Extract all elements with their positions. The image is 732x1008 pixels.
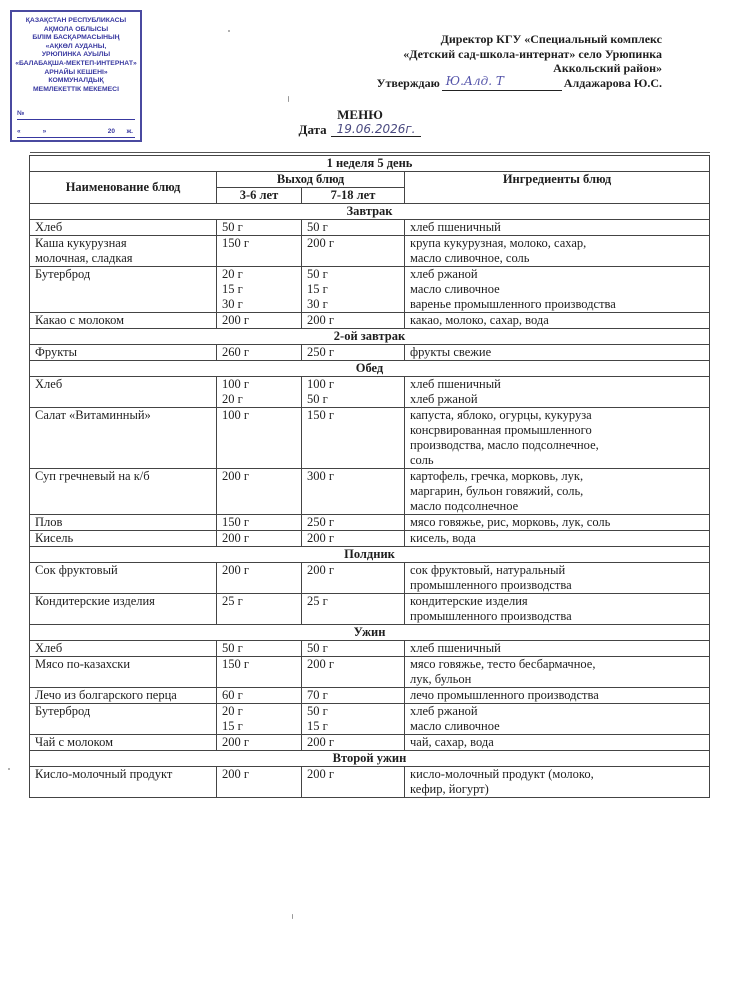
- yield-7-18: [302, 688, 405, 704]
- dish-name-line: Салат «Витаминный»: [35, 408, 151, 422]
- ingredients: [405, 236, 710, 267]
- scan-speck: [228, 30, 230, 32]
- dish-name: [30, 657, 217, 688]
- yield-3-6: [217, 688, 302, 704]
- yield-3-6-line: 100 г: [222, 408, 250, 422]
- stamp-text: [12, 17, 140, 94]
- ingredients-line: кисель, вода: [410, 531, 476, 545]
- yield-3-6-line: 15 г: [222, 282, 243, 296]
- ingredients-line: мясо говяжье, рис, морковь, лук, соль: [410, 515, 611, 529]
- yield-3-6-line: 25 г: [222, 594, 243, 608]
- approval-line-1: Директор КГУ «Специальный комплекс: [440, 32, 662, 46]
- column-header-row: [30, 172, 710, 188]
- page-title: МЕНЮ: [337, 107, 383, 122]
- section-row: [30, 329, 710, 345]
- separator-line: [30, 152, 710, 153]
- approval-signature-row: [376, 73, 662, 91]
- yield-7-18: [302, 735, 405, 751]
- yield-3-6-line: 20 г: [222, 267, 243, 281]
- menu-body: [30, 204, 710, 798]
- yield-7-18-line: 100 г: [307, 377, 335, 391]
- date-row: [270, 122, 450, 137]
- dish-name: [30, 641, 217, 657]
- table-row: [30, 220, 710, 236]
- yield-3-6: [217, 469, 302, 515]
- yield-7-18: [302, 377, 405, 408]
- table-row: [30, 469, 710, 515]
- stamp-line: УРЮПИНКА АУЫЛЫ: [41, 51, 111, 59]
- dish-name: [30, 313, 217, 329]
- yield-7-18-line: 25 г: [307, 594, 328, 608]
- ingredients-line: масло сливочное, соль: [410, 251, 530, 265]
- dish-name-line: Кисло-молочный продукт: [35, 767, 173, 781]
- table-row: [30, 236, 710, 267]
- yield-7-18-line: 150 г: [307, 408, 335, 422]
- ingredients: [405, 267, 710, 313]
- yield-3-6-line: 60 г: [222, 688, 243, 702]
- ingredients-line: хлеб ржаной: [410, 392, 478, 406]
- table-row: [30, 563, 710, 594]
- ingredients-line: масло сливочное: [410, 282, 500, 296]
- section-row: [30, 361, 710, 377]
- dish-name: [30, 236, 217, 267]
- meal-section-header: 2-ой завтрак: [30, 329, 710, 345]
- approval-line-2: «Детский сад-школа-интернат» село Урюпинка: [403, 46, 662, 61]
- stamp-line: КОММУНАЛДЫҚ: [48, 77, 104, 85]
- stamp-line: ҚАЗАҚСТАН РЕСПУБЛИКАСЫ: [25, 17, 127, 24]
- table-row: [30, 641, 710, 657]
- ingredients-line: хлеб ржаной: [410, 704, 478, 718]
- ingredients-line: капуста, яблоко, огурцы, кукуруза: [410, 408, 592, 422]
- section-row: [30, 547, 710, 563]
- yield-3-6-line: 20 г: [222, 392, 243, 406]
- yield-3-6: [217, 657, 302, 688]
- ingredients-line: кефир, йогурт): [410, 782, 489, 796]
- ingredients-line: лечо промышленного производства: [410, 688, 599, 702]
- section-row: [30, 625, 710, 641]
- stamp-line: БІЛІМ БАСҚАРМАСЫНЫҢ: [32, 34, 120, 42]
- ingredients-line: сок фруктовый, натуральный: [410, 563, 566, 577]
- ingredients: [405, 408, 710, 469]
- stamp-line: МЕМЛЕКЕТТІК МЕКЕМЕСІ: [33, 85, 119, 93]
- yield-7-18-line: 200 г: [307, 563, 335, 577]
- ingredients-line: чай, сахар, вода: [410, 735, 494, 749]
- yield-3-6-line: 20 г: [222, 704, 243, 718]
- dish-name-line: Кондитерские изделия: [35, 594, 155, 608]
- scan-speck: [292, 914, 293, 919]
- yield-7-18: [302, 345, 405, 361]
- table-row: [30, 377, 710, 408]
- section-row: [30, 751, 710, 767]
- ingredients: [405, 563, 710, 594]
- dish-name: [30, 563, 217, 594]
- yield-3-6-line: 150 г: [222, 657, 250, 671]
- yield-7-18-line: 15 г: [307, 719, 328, 733]
- ingredients-line: мясо говяжье, тесто бесбармачное,: [410, 657, 596, 671]
- signature-line: [442, 73, 562, 91]
- yield-3-6: [217, 408, 302, 469]
- stamp-year-prefix: 20: [107, 128, 115, 135]
- yield-3-6-line: 50 г: [222, 641, 243, 655]
- yield-3-6: [217, 236, 302, 267]
- yield-7-18: [302, 313, 405, 329]
- yield-7-18: [302, 515, 405, 531]
- dish-name: [30, 735, 217, 751]
- ingredients: [405, 345, 710, 361]
- yield-3-6: [217, 515, 302, 531]
- yield-3-6-line: 200 г: [222, 313, 250, 327]
- yield-3-6: [217, 531, 302, 547]
- meal-section-header: Второй ужин: [30, 751, 710, 767]
- yield-3-6-line: 200 г: [222, 735, 250, 749]
- ingredients-line: хлеб пшеничный: [410, 641, 501, 655]
- table-row: [30, 531, 710, 547]
- ingredients-line: соль: [410, 453, 434, 467]
- dish-name: [30, 220, 217, 236]
- ingredients: [405, 377, 710, 408]
- col-ingredients-header: Ингредиенты блюд: [405, 172, 710, 204]
- yield-7-18: [302, 563, 405, 594]
- ingredients: [405, 531, 710, 547]
- ingredients: [405, 767, 710, 798]
- ingredients-line: промышленного производства: [410, 609, 572, 623]
- table-row: [30, 345, 710, 361]
- table-row: [30, 657, 710, 688]
- dish-name-line: Бутерброд: [35, 267, 91, 281]
- ingredients-line: масло сливочное: [410, 719, 500, 733]
- table-row: [30, 594, 710, 625]
- dish-name: [30, 515, 217, 531]
- scan-speck: [288, 96, 289, 102]
- ingredients-line: производства, масло подсолнечное,: [410, 438, 599, 452]
- yield-7-18-line: 200 г: [307, 657, 335, 671]
- yield-3-6: [217, 735, 302, 751]
- stamp-date-open-quote: «: [17, 128, 21, 135]
- dish-name-line: Хлеб: [35, 641, 63, 655]
- yield-7-18-line: 50 г: [307, 220, 328, 234]
- yield-3-6: [217, 345, 302, 361]
- yield-7-18-line: 300 г: [307, 469, 335, 483]
- yield-3-6-line: 200 г: [222, 531, 250, 545]
- yield-3-6-line: 200 г: [222, 469, 250, 483]
- meal-section-header: Обед: [30, 361, 710, 377]
- ingredients-line: консрвированная промышленного: [410, 423, 592, 437]
- dish-name: [30, 594, 217, 625]
- date-value: 19.06.2026г.: [331, 122, 422, 137]
- dish-name-line: Хлеб: [35, 220, 63, 234]
- yield-7-18-line: 70 г: [307, 688, 328, 702]
- yield-3-6: [217, 377, 302, 408]
- yield-3-6-line: 200 г: [222, 767, 250, 781]
- table-row: [30, 767, 710, 798]
- yield-3-6: [217, 594, 302, 625]
- dish-name: [30, 704, 217, 735]
- stamp-line: «АҚКӨЛ АУДАНЫ,: [45, 42, 107, 50]
- week-day-header: 1 неделя 5 день: [30, 156, 710, 172]
- yield-7-18: [302, 641, 405, 657]
- ingredients-line: хлеб пшеничный: [410, 220, 501, 234]
- yield-3-6: [217, 220, 302, 236]
- yield-7-18-line: 50 г: [307, 392, 328, 406]
- dish-name-line: молочная, сладкая: [35, 251, 133, 265]
- ingredients-line: лук, бульон: [410, 672, 472, 686]
- ingredients-line: крупа кукурузная, молоко, сахар,: [410, 236, 587, 250]
- yield-7-18-line: 200 г: [307, 735, 335, 749]
- week-day-row: [30, 156, 710, 172]
- table-row: [30, 515, 710, 531]
- ingredients: [405, 641, 710, 657]
- stamp-year-suffix: ж.: [126, 128, 133, 135]
- yield-7-18-line: 200 г: [307, 236, 335, 250]
- dish-name: [30, 688, 217, 704]
- stamp-number-label: №: [17, 110, 25, 117]
- ingredients: [405, 735, 710, 751]
- dish-name-line: Какао с молоком: [35, 313, 125, 327]
- ingredients: [405, 515, 710, 531]
- col-dish-header: Наименование блюд: [30, 172, 217, 204]
- stamp-number-field: [17, 110, 135, 120]
- ingredients-line: хлеб ржаной: [410, 267, 478, 281]
- ingredients: [405, 688, 710, 704]
- ingredients-line: промышленного производства: [410, 578, 572, 592]
- signer-name: Алдажарова Ю.С.: [563, 76, 662, 90]
- ingredients: [405, 220, 710, 236]
- dish-name: [30, 267, 217, 313]
- yield-7-18-line: 200 г: [307, 313, 335, 327]
- dish-name: [30, 377, 217, 408]
- yield-7-18: [302, 236, 405, 267]
- yield-3-6-line: 50 г: [222, 220, 243, 234]
- col-age-7-18-header: 7-18 лет: [302, 188, 405, 204]
- ingredients: [405, 469, 710, 515]
- yield-3-6: [217, 563, 302, 594]
- dish-name-line: Кисель: [35, 531, 74, 545]
- dish-name: [30, 531, 217, 547]
- dish-name-line: Лечо из болгарского перца: [35, 688, 177, 702]
- dish-name-line: Чай с молоком: [35, 735, 114, 749]
- yield-7-18-line: 200 г: [307, 531, 335, 545]
- dish-name-line: Хлеб: [35, 377, 63, 391]
- table-row: [30, 704, 710, 735]
- document-title-block: [270, 108, 450, 137]
- yield-3-6-line: 100 г: [222, 377, 250, 391]
- ingredients: [405, 657, 710, 688]
- yield-7-18-line: 250 г: [307, 515, 335, 529]
- yield-7-18-line: 250 г: [307, 345, 335, 359]
- menu-table: [29, 155, 710, 798]
- dish-name-line: Суп гречневый на к/б: [35, 469, 150, 483]
- dish-name-line: Каша кукурузная: [35, 236, 127, 250]
- ingredients-line: маргарин, бульон говяжий, соль,: [410, 484, 584, 498]
- yield-7-18-line: 50 г: [307, 267, 328, 281]
- ingredients-line: масло подсолнечное: [410, 499, 519, 513]
- dish-name: [30, 408, 217, 469]
- meal-section-header: Завтрак: [30, 204, 710, 220]
- yield-3-6: [217, 704, 302, 735]
- dish-name: [30, 469, 217, 515]
- dish-name-line: Фрукты: [35, 345, 77, 359]
- yield-7-18: [302, 408, 405, 469]
- yield-3-6: [217, 641, 302, 657]
- approve-label: Утверждаю: [376, 76, 440, 90]
- stamp-line: АРНАЙЫ КЕШЕНІ»: [44, 68, 108, 76]
- ingredients-line: кисло-молочный продукт (молоко,: [410, 767, 594, 781]
- ingredients: [405, 313, 710, 329]
- yield-3-6: [217, 313, 302, 329]
- stamp-line: АҚМОЛА ОБЛЫСЫ: [43, 25, 109, 33]
- yield-7-18: [302, 267, 405, 313]
- yield-7-18-line: 200 г: [307, 767, 335, 781]
- table-row: [30, 688, 710, 704]
- yield-7-18: [302, 220, 405, 236]
- ingredients: [405, 704, 710, 735]
- ingredients-line: хлеб пшеничный: [410, 377, 501, 391]
- scan-speck: [8, 768, 10, 770]
- meal-section-header: Полдник: [30, 547, 710, 563]
- yield-3-6-line: 150 г: [222, 236, 250, 250]
- yield-7-18: [302, 767, 405, 798]
- dish-name-line: Мясо по-казахски: [35, 657, 131, 671]
- meal-section-header: Ужин: [30, 625, 710, 641]
- yield-3-6: [217, 267, 302, 313]
- yield-7-18-line: 30 г: [307, 297, 328, 311]
- yield-3-6-line: 150 г: [222, 515, 250, 529]
- table-row: [30, 735, 710, 751]
- table-row: [30, 408, 710, 469]
- yield-7-18: [302, 531, 405, 547]
- dish-name: [30, 345, 217, 361]
- yield-7-18-line: 50 г: [307, 704, 328, 718]
- dish-name-line: Бутерброд: [35, 704, 91, 718]
- yield-7-18-line: 50 г: [307, 641, 328, 655]
- yield-7-18: [302, 657, 405, 688]
- dish-name-line: Сок фруктовый: [35, 563, 118, 577]
- yield-7-18: [302, 704, 405, 735]
- yield-7-18-line: 15 г: [307, 282, 328, 296]
- table-row: [30, 313, 710, 329]
- date-label: Дата: [298, 122, 327, 137]
- approval-line-3: Аккольский район»: [553, 61, 662, 75]
- yield-7-18: [302, 469, 405, 515]
- table-row: [30, 267, 710, 313]
- ingredients-line: картофель, гречка, морковь, лук,: [410, 469, 584, 483]
- stamp-line: «БАЛАБАҚША-МЕКТЕП-ИНТЕРНАТ»: [15, 59, 137, 67]
- ingredients-line: какао, молоко, сахар, вода: [410, 313, 549, 327]
- ingredients-line: кондитерские изделия: [410, 594, 528, 608]
- approval-block: [377, 32, 662, 91]
- col-age-3-6-header: 3-6 лет: [217, 188, 302, 204]
- stamp-date-field: [17, 128, 135, 138]
- section-row: [30, 204, 710, 220]
- yield-3-6-line: 200 г: [222, 563, 250, 577]
- yield-3-6-line: 30 г: [222, 297, 243, 311]
- yield-3-6: [217, 767, 302, 798]
- official-stamp: [10, 10, 142, 142]
- ingredients-line: фрукты свежие: [410, 345, 492, 359]
- stamp-date-close-quote: »: [42, 128, 47, 135]
- yield-3-6-line: 260 г: [222, 345, 250, 359]
- col-yield-header: Выход блюд: [217, 172, 405, 188]
- yield-7-18: [302, 594, 405, 625]
- ingredients: [405, 594, 710, 625]
- ingredients-line: варенье промышленного производства: [410, 297, 616, 311]
- dish-name: [30, 767, 217, 798]
- yield-3-6-line: 15 г: [222, 719, 243, 733]
- handwritten-signature: Ю.Алд. Т: [445, 73, 504, 88]
- dish-name-line: Плов: [35, 515, 63, 529]
